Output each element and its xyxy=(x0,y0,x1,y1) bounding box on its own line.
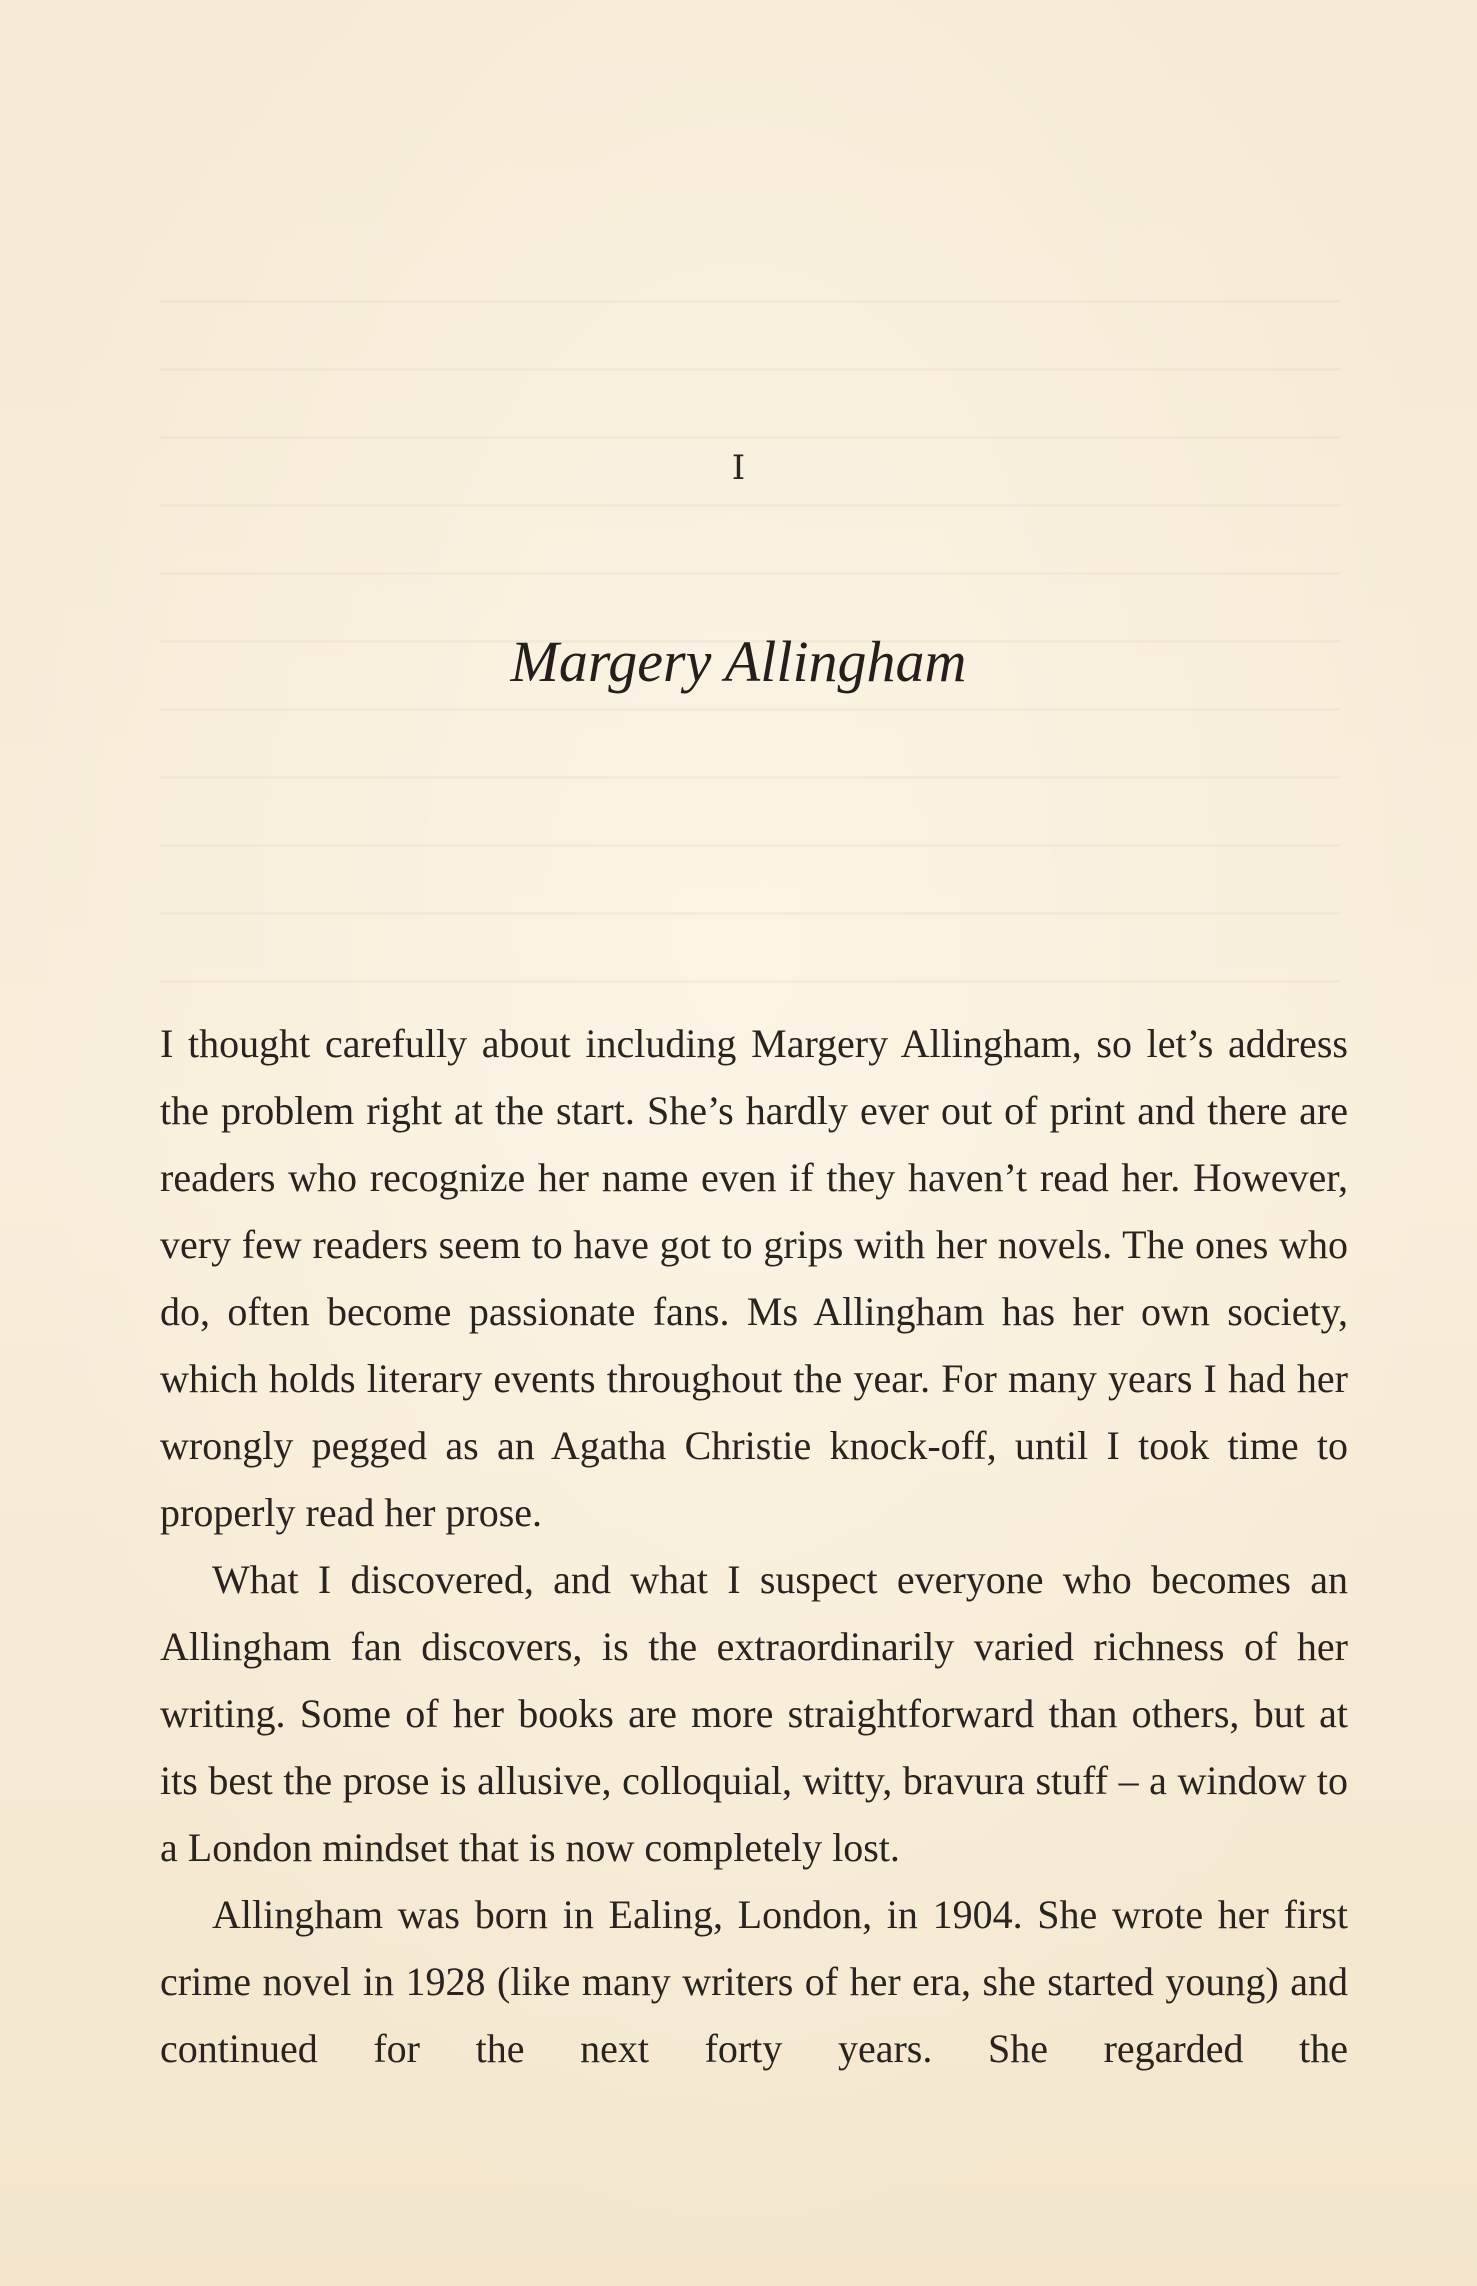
show-through-line xyxy=(160,844,1340,847)
show-through-line xyxy=(160,368,1340,371)
chapter-title: Margery Allingham xyxy=(510,629,967,694)
show-through-line xyxy=(160,912,1340,915)
show-through-line xyxy=(160,776,1340,779)
show-through-line xyxy=(160,708,1340,711)
paragraph: Allingham was born in Ealing, London, in 1904. She wrote her first crime novel in 1928 (like many writers of her era, she started young) and continued for the next forty years. She regarded the xyxy=(160,1892,1348,2071)
show-through-line xyxy=(160,436,1340,439)
paragraph: What I discovered, and what I suspect everyone who becomes an Allingham fan discovers, is the extraordinarily varied richness of her writing. Some of her books are more straightforward than others, but at its best the prose is allusive, colloquial, witty, bravura stuff – a window to a London mindset that is now completely lost. xyxy=(160,1557,1348,1870)
chapter-number: I xyxy=(731,448,746,488)
show-through-line xyxy=(160,980,1340,983)
show-through-line xyxy=(160,300,1340,303)
show-through-line xyxy=(160,572,1340,575)
show-through-line xyxy=(160,504,1340,507)
body-text xyxy=(160,1010,1348,2082)
paragraph: I thought carefully about including Margery Allingham, so let’s address the problem right at the start. She’s hardly ever out of print and there are readers who recognize her name even if they haven’t read her. However, very few readers seem to have got to grips with her novels. The ones who do, often become passionate fans. Ms Allingham has her own society, which holds literary events throughout the year. For many years I had her wrongly pegged as an Agatha Christie knock-off, until I took time to properly read her prose. xyxy=(160,1021,1348,1535)
